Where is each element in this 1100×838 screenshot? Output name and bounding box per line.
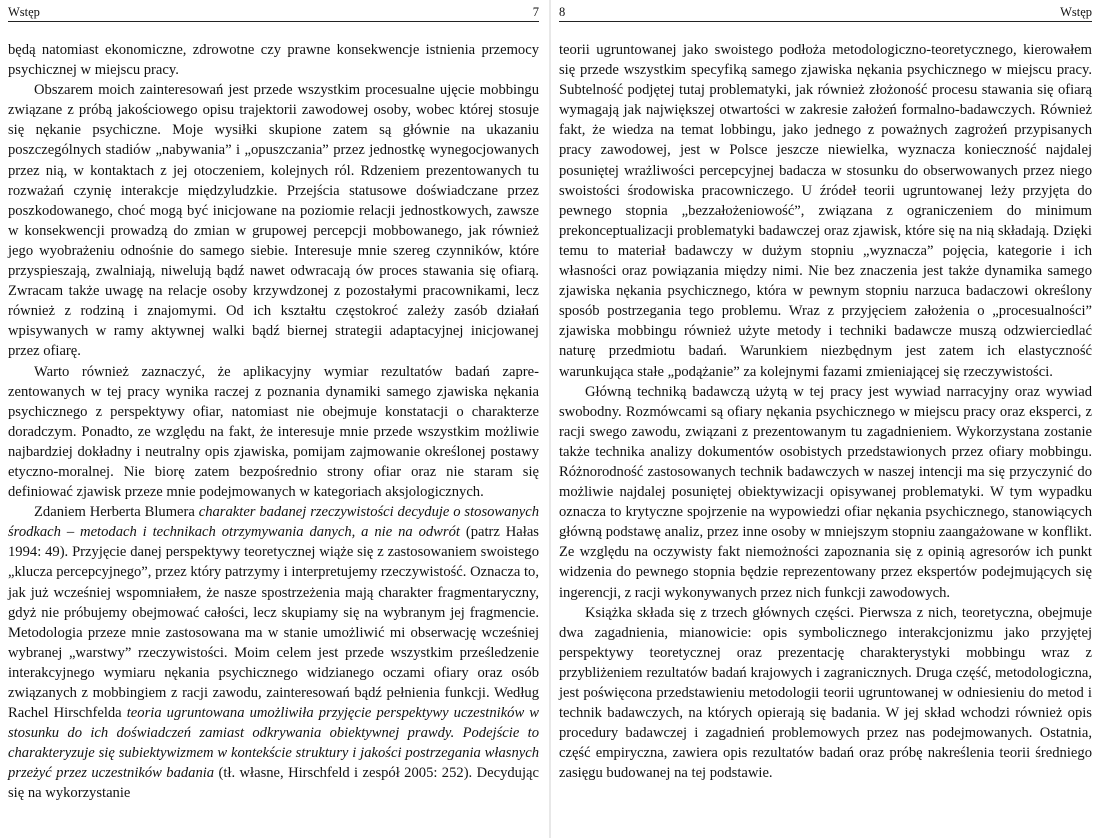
running-header-title: Wstęp [1060, 5, 1092, 19]
paragraph: teorii ugruntowanej jako swoistego podłoża metodologiczno-teoretycznego, kierowałem się przede wszystkim specyfiką samego zjawiska nękania psychicznego w miejscu pracy. Subtelność podjętej tutaj problematyki, jak również złożoność procesu stawania się ofiarą wymagają jak największej otwartości w zakresie założeń formalno-badawczych. Również fakt, że wiedza na temat lobbingu, jako jednego z poważnych zagrożeń przypisanych pracy zawodowej, jest w Polsce jeszcze niewielka, wyznacza konieczność najdalej posuniętej wrażliwości percepcyjnej badacza w stosunku do obserwowanych przez niego swoistości środowiska pracowniczego. U źródeł teorii ugruntowanej leży przyjęta do pewnego stopnia „bezzałożeniowość”, związana z ograniczeniem do minimum prekonceptualizacji problematyki badawczej oraz zjawisk, które się na nią składają. Dzięki temu to materiał badawczy w dużym stopniu „wyznacza” pojęcia, kategorie i ich własności oraz powiązania między nimi. Nie bez znaczenia jest także dynamika samego zjawiska nękania psychicznego, która w pewnym stopniu narzuca badaczowi określony sposób postrzegania tego problemu. Wraz z przyjęciem założenia o „procesualności” zjawiska mobbingu również użyte metody i techniki badawcze muszą odzwierciedlać naturę przedmiotu badań. Warunkiem niezbędnym jest zatem ich elastyczność warunkująca stałe „podążanie” za kolejnymi fazami zmieniającej się rzeczywistości. [559, 42, 1092, 380]
paragraph: Główną techniką badawczą użytą w tej pracy jest wywiad narracyjny oraz wywiad swobodny. Rozmówcami są ofiary nękania psychicznego w miejscu pracy oraz eksperci, z racji swego zawodu, związani z prezentowanym tu zagadnieniem. Wykorzystana zostanie także technika analizy dokumentów osobistych przedstawionych przez ofiary mobbingu. Różnorodność zastosowanych technik badawczych w naszej intencji ma się przyczynić do możliwie najdalej posuniętej obiektywizacji opisywanej problematyki. W tym wypadku oznacza to krytyczne spojrzenie na wypowiedzi ofiar nękania psychicznego, stanowiących główną podstawę analiz, przez inne osoby w mniejszym stopniu zaangażowane w konflikt. Ze względu na oczywisty fakt niemożności zapoznania się z opinią agresorów ich punkt widzenia do pewnego stopnia będzie reprezentowany przez ekspertów podejmujących się ingerencji, z racji wykonywanych przez nich funkcji zawodowych. [559, 383, 1092, 601]
body-text [8, 40, 539, 804]
page-number: 7 [532, 5, 539, 19]
running-header-right [559, 4, 1092, 22]
page-number: 8 [559, 5, 566, 19]
paragraph: Książka składa się z trzech głównych części. Pierwsza z nich, teoretyczna, obejmuje dwa zagadnienia, mianowicie: opis symbolicznego interakcjonizmu jako przyjętej perspektywy teoretycznej oraz prezentację charakterystyki mobbingu wraz z przybliżeniem rezultatów badań krajowych i zagranicznych. Druga część, metodologiczna, jest poświęcona przedstawieniu metodologii teorii ugruntowanej w odniesieniu do metod i technik badawczych, na których opierają się badania. W jej skład wchodzi również opis procedury badawczej i zagadnień problemowych przez nas podejmowanych. Ostatnia, część empiryczna, zawiera opis rezultatów badań oraz próbę nakreślenia teorii średniego zasięgu budowanej na tej podstawie. [559, 604, 1092, 782]
running-header-title: Wstęp [8, 5, 40, 19]
paragraph: będą natomiast ekonomiczne, zdrowotne czy prawne konsekwencje istnienia przemocy psychicznej w miejscu pracy. [8, 42, 539, 79]
left-page [0, 0, 549, 838]
running-header-left [8, 4, 539, 22]
right-page [551, 0, 1100, 838]
paragraph: Zdaniem Herberta Blumera charakter badanej rzeczywistości decyduje o stosowanych środkach – metodach i technikach otrzymywania danych, a nie na odwrót (patrz Hałas 1994: 49). Przyjęcie danej perspektywy teoretycznej wiąże się z zastosowaniem swoistego „klucza percepcyjnego”, przez który patrzymy i interpretujemy rzeczywistość. Oznacza to, jak już wcześniej wspomniałem, że nasze spostrzeżenia mają charakter fragmentaryczny, gdyż nie próbujemy obejmować całości, lecz skupiamy się na wybranym jej fragmencie. Metodologia przeze mnie zastosowana ma w stanie umożliwić mi obserwację wcześniej wybranej „warstwy” rzeczywistości. Moim celem jest przede wszystkim prześledzenie interakcyjnego wymiaru nękania psychicznego widzianego oczami ofiary oraz osób związanych z mobbingiem z racji zawodu, zainteresowań bądź pełnienia funkcji. Według Rachel Hirschfelda teoria ugruntowana umożliwiła przyjęcie perspektywy uczestników w stosunku do ich doświadczeń zamiast odkrywania obiektywnej prawdy. Podejście to charakteryzuje się subiektywizmem w kontekście struktury i jakości postrzegania własnych przeżyć przez uczestników badania (tł. własne, Hirschfeld i zespół 2005: 252). Decydując się na wykorzystanie [8, 504, 540, 802]
italic-quote: teoria ugruntowana umożliwiła przyjęcie perspektywy uczestników w stosunku do ich doświadczeń zamiast odkrywania obiektywnej prawdy. Podejście to charakteryzuje się subiektywizmem w kontekście struktury i jakości postrzegania własnych przeżyć przez uczestników badania [8, 705, 540, 782]
body-text [559, 40, 1092, 783]
italic-quote: charakter badanej rzeczywistości decyduje o stosowanych środkach – metodach i technikach otrzymywania danych, a nie na odwrót [8, 504, 540, 541]
paragraph: Warto również zaznaczyć, że aplikacyjny wymiar rezultatów badań zaprezentowanych w tej pracy wynika raczej z poznania dynamiki samego zjawiska nękania psychicznego z perspektywy ofiar, natomiast nie obejmuje konstatacji o charakterze doradczym. Ponadto, ze względu na fakt, że interesuje mnie przede wszystkim możliwie najbardziej dokładny i neutralny opis zjawiska, pomijam zajmowanie określonej postawy etyczno-moralnej. Nie biorę zatem bezpośrednio strony ofiar oraz nie staram się definiować zjawisk przeze mnie podejmowanych w kategoriach aksjologicznych. [8, 363, 539, 501]
paragraph: Obszarem moich zainteresowań jest przede wszystkim procesualne ujęcie mobbingu związane z próbą jakościowego opisu trajektorii zawodowej osoby, wobec której stosuje się nękanie psychiczne. Moje wysiłki skupione zatem są głównie na ukazaniu poszczególnych stadiów „nabywania” i „opuszczania” przez jednostkę wynegocjowanych przez nią, w kontaktach z jej otoczeniem, kolejnych ról. Rdzeniem prezentowanych tu rozważań czynię interakcje międzyludzkie. Przejścia statusowe doświadczane przez poszkodowanego, choć mogą być inicjowane na poziomie relacji jednostkowych, zawsze w konsekwencji prowadzą do zmian w grupowej percepcji mobbowanego, jak również jego wyobrażeniu odnośnie do samego siebie. Interesuje mnie szereg czynników, które przyspieszają, zwalniają, niwelują bądź nawet odwracają ów proces stawania się ofiarą. Zwracam także uwagę na relacje osoby krzywdzonej z pozostałymi pracownikami, lecz również z rodziną i znajomymi. Od ich kształtu częstokroć zależy zasób działań wpisywanych w ramy aktywnej walki bądź biernej strategii adaptacyjnej inicjowanej przez ofiarę. [8, 82, 539, 360]
